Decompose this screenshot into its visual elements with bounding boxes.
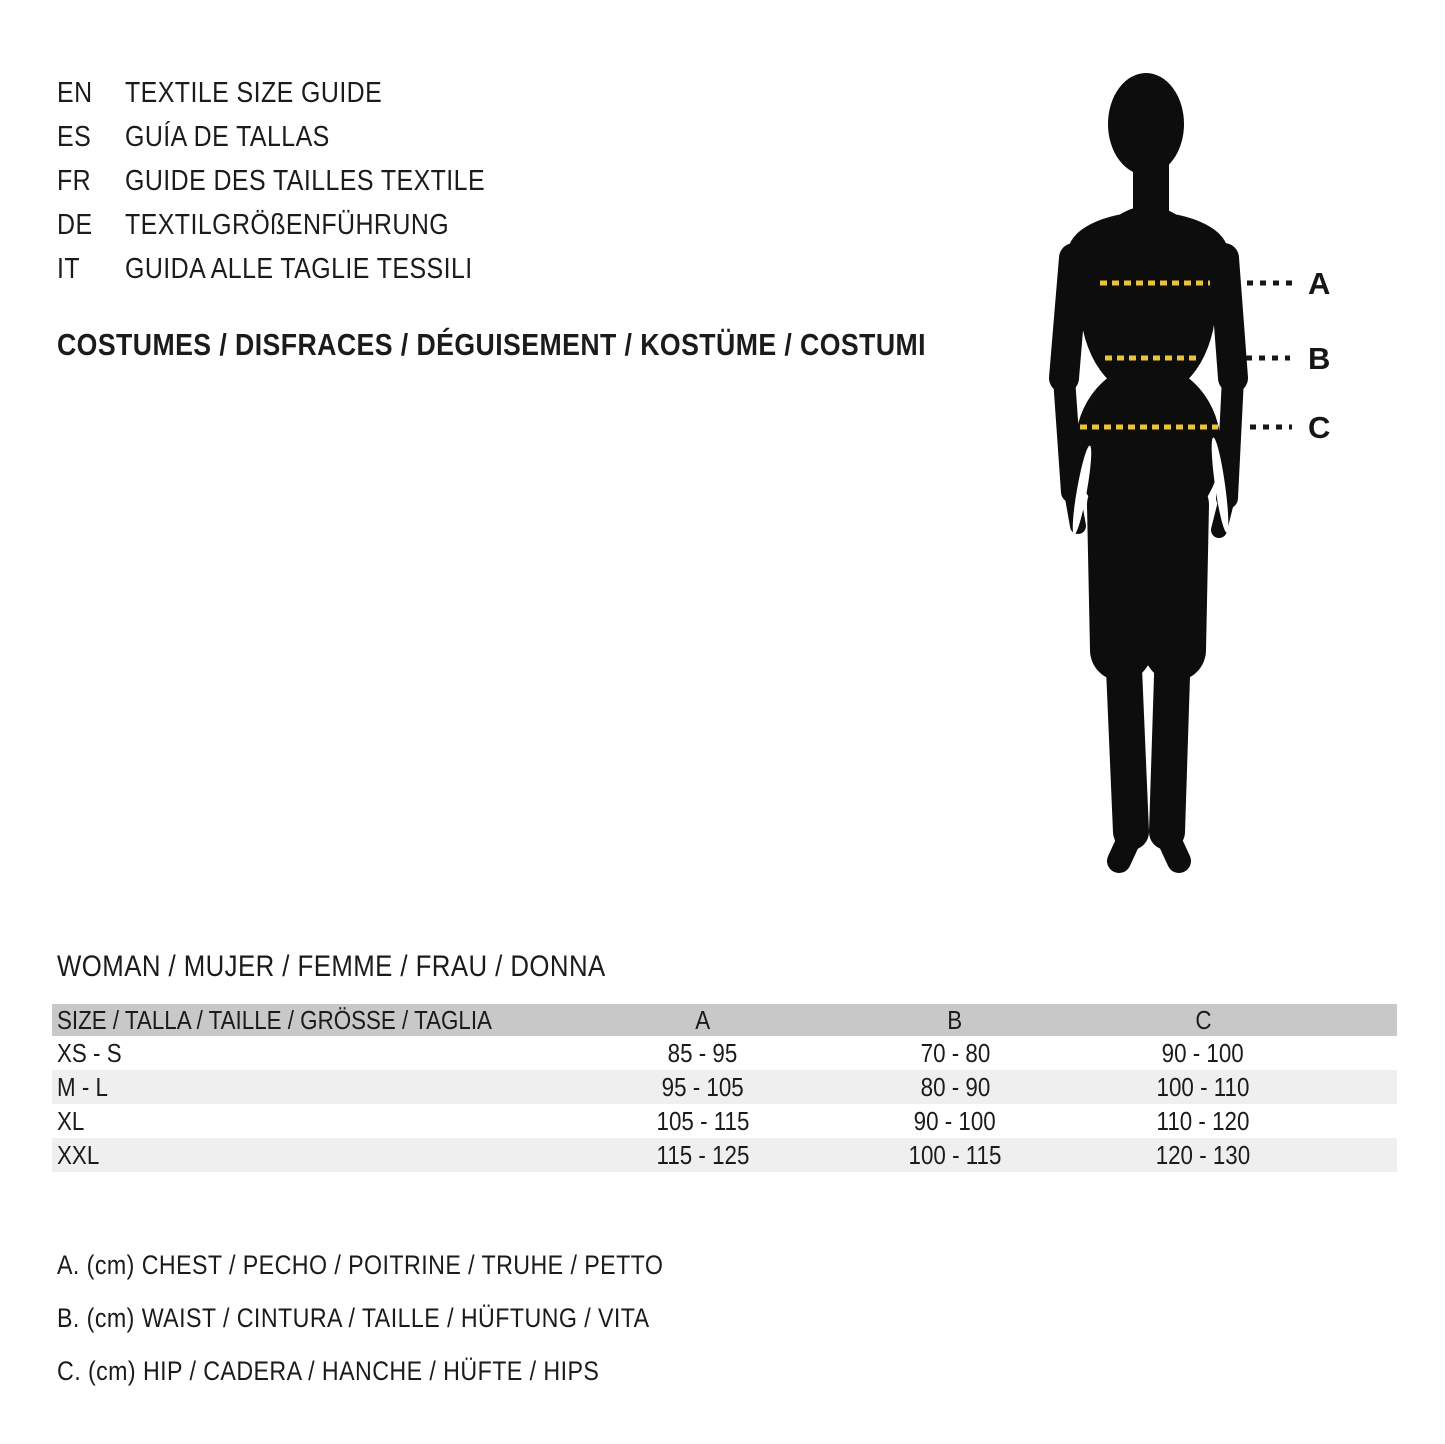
legend-hip-text: C. (cm) HIP / CADERA / HANCHE / HÜFTE / HIPS <box>57 1356 600 1386</box>
category-title-text: COSTUMES / DISFRACES / DÉGUISEMENT / KOSTÜME / COSTUMI <box>57 327 926 362</box>
measurement-legend <box>57 1239 762 1398</box>
legend-row-chest <box>57 1239 762 1292</box>
language-title: GUÍA DE TALLAS <box>125 120 330 153</box>
language-row <box>57 115 544 159</box>
language-title: GUIDA ALLE TAGLIE TESSILI <box>125 252 473 285</box>
header-col-a-cell <box>560 1005 845 1036</box>
size-cell: XS - S <box>57 1037 122 1068</box>
language-code: ES <box>57 120 92 153</box>
woman-silhouette-graphic <box>1020 60 1350 900</box>
table-row <box>52 1104 1397 1138</box>
hip-range-cell: 90 - 100 <box>1161 1037 1245 1068</box>
hip-range-cell: 110 - 120 <box>1156 1105 1250 1136</box>
size-table <box>52 1004 1397 1172</box>
waist-range-cell: 100 - 115 <box>908 1139 1002 1170</box>
section-title-text: WOMAN / MUJER / FEMME / FRAU / DONNA <box>57 950 606 983</box>
marker-label-b: B <box>1308 341 1331 376</box>
size-cell: M - L <box>57 1071 108 1102</box>
waist-range-cell: 80 - 90 <box>920 1071 990 1102</box>
language-code: EN <box>57 76 93 109</box>
hip-range-cell: 100 - 110 <box>1156 1071 1250 1102</box>
marker-label-c: C <box>1308 410 1331 445</box>
waist-range-cell: 70 - 80 <box>920 1037 990 1068</box>
hip-range-cell: 120 - 130 <box>1155 1139 1251 1170</box>
legend-row-hip <box>57 1345 762 1398</box>
header-size-label: SIZE / TALLA / TAILLE / GRÖSSE / TAGLIA <box>57 1004 492 1035</box>
chest-range-cell: 95 - 105 <box>661 1071 744 1102</box>
legend-chest-text: A. (cm) CHEST / PECHO / POITRINE / TRUHE / PETTO <box>57 1250 664 1280</box>
table-row <box>52 1138 1397 1172</box>
language-title-list <box>57 71 544 291</box>
header-col-c: C <box>1194 1004 1212 1035</box>
header-col-b-cell <box>845 1005 1065 1036</box>
waist-range-cell: 90 - 100 <box>913 1105 997 1136</box>
language-code: DE <box>57 208 93 241</box>
language-code: IT <box>57 252 81 285</box>
chest-range-cell: 115 - 125 <box>656 1139 749 1170</box>
size-cell: XXL <box>57 1139 100 1170</box>
marker-label-a: A <box>1308 266 1331 301</box>
chest-range-cell: 105 - 115 <box>656 1105 749 1136</box>
language-title: TEXTILGRÖßENFÜHRUNG <box>125 208 450 241</box>
category-title <box>57 325 1067 365</box>
size-cell: XL <box>57 1105 85 1136</box>
legend-row-waist <box>57 1292 762 1345</box>
legend-waist-text: B. (cm) WAIST / CINTURA / TAILLE / HÜFTUNG / VITA <box>57 1303 650 1333</box>
header-size-label-cell <box>52 1005 560 1036</box>
language-code: FR <box>57 164 92 197</box>
language-row <box>57 203 544 247</box>
size-table-header-row <box>52 1004 1397 1036</box>
section-title <box>57 950 695 984</box>
table-row <box>52 1070 1397 1104</box>
language-title: TEXTILE SIZE GUIDE <box>125 76 383 109</box>
header-col-b: B <box>947 1004 963 1035</box>
language-title: GUIDE DES TAILLES TEXTILE <box>125 164 486 197</box>
language-row <box>57 159 544 203</box>
table-row <box>52 1036 1397 1070</box>
measurement-figure <box>1020 60 1350 900</box>
chest-range-cell: 85 - 95 <box>667 1037 738 1068</box>
language-row <box>57 247 544 291</box>
header-col-c-cell <box>1065 1005 1397 1036</box>
language-row <box>57 71 544 115</box>
header-col-a: A <box>695 1004 710 1035</box>
